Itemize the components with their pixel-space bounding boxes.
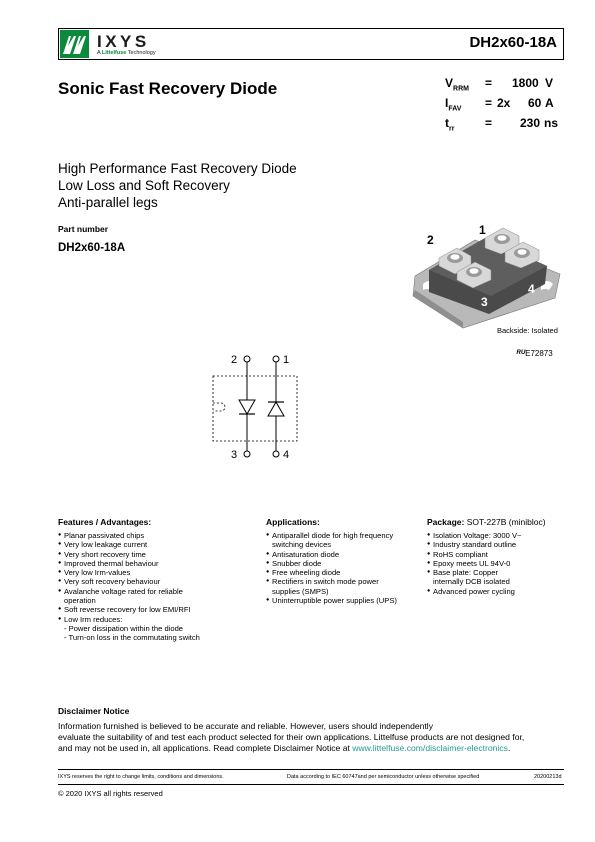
features-section [58, 517, 258, 643]
list-item: internally DCB isolated [433, 577, 510, 587]
ul-certification: ᴿᵁE72873 [516, 348, 553, 358]
package-list [427, 531, 567, 596]
list-item: ● Antisaturation diode [266, 550, 426, 559]
package-title: Package: SOT-227B (minibloc) [427, 517, 546, 527]
list-item: ● Very low leakage current [58, 540, 258, 549]
pin-label: 4 [528, 282, 535, 296]
list-item: ● Very soft recovery behaviour [58, 577, 258, 586]
list-item: ● Improved thermal behaviour [58, 559, 258, 568]
spec-symbol: $V_{RRM}$ [445, 76, 469, 93]
part-number-value: DH2x60-18A [58, 242, 126, 254]
spec-symbol: $t_{rr}$ [445, 116, 455, 133]
spec-value: 1800 [512, 76, 539, 90]
pin-label: 1 [479, 223, 486, 237]
diode-symbol-icon [239, 400, 255, 414]
spec-unit: A [545, 96, 554, 110]
logo-subtitle: A Littelfuse Technology [97, 50, 156, 56]
ul-logo-icon: ᴿᵁ [516, 348, 526, 358]
list-item: ● Isolation Voltage: 3000 V~ [427, 531, 567, 540]
schematic-pin-label: 2 [231, 354, 238, 366]
highlight-line: High Performance Fast Recovery Diode [58, 161, 297, 176]
backside-note: Backside: Isolated [497, 326, 558, 335]
highlights [58, 160, 297, 211]
footer-rule-bottom [58, 784, 564, 785]
list-item: ● Free wheeling diode [266, 568, 426, 577]
list-item: ● Advanced power cycling [427, 587, 567, 596]
list-item: ● Very short recovery time [58, 550, 258, 559]
applications-section [266, 517, 426, 605]
page-title: Sonic Fast Recovery Diode [58, 79, 278, 98]
list-item: switching devices [272, 540, 332, 550]
disclaimer-link[interactable]: www.littelfuse.com/disclaimer-electronics [352, 743, 508, 753]
list-item: ● Base plate: Copper [427, 568, 567, 577]
list-item: ● Antiparallel diode for high frequency [266, 531, 426, 540]
copyright: © 2020 IXYS all rights reserved [58, 789, 163, 798]
highlight-line: Anti-parallel legs [58, 195, 158, 210]
pin-label: 3 [481, 295, 488, 309]
spec-equals: = [485, 116, 493, 130]
footer-left: IXYS reserves the right to change limits, conditions and dimensions. [58, 774, 224, 780]
list-item: ● Soft reverse recovery for low EMI/RFI [58, 605, 258, 614]
list-item: supplies (SMPS) [272, 586, 329, 596]
list-item: ● Uninterruptible power supplies (UPS) [266, 596, 426, 605]
disclaimer-line: and may not be used in, all applications. Read complete Disclaimer Notice at www.littelfuse.com/disclaimer-electronics. [58, 743, 511, 753]
package-illustration [405, 218, 565, 330]
disclaimer-line: evaluate the suitability of and test each product selected for their own applications. Littelfuse products are not designed for, [58, 732, 525, 742]
features-title: Features / Advantages: [58, 517, 152, 527]
spec-multiplier: 2x [497, 96, 511, 110]
list-item: - Power dissipation within the diode [64, 623, 184, 633]
spec-equals: = [485, 76, 493, 90]
applications-list [266, 531, 426, 605]
circuit-schematic [205, 350, 305, 465]
header-part-number: DH2x60-18A [469, 34, 557, 51]
disclaimer-title: Disclaimer Notice [58, 706, 130, 716]
pin-label: 2 [427, 233, 434, 247]
package-section [427, 517, 567, 596]
spec-equals: = [485, 96, 493, 110]
diode-symbol-icon [268, 402, 284, 416]
list-item: ● Very low Irm-values [58, 568, 258, 577]
footer-rule-top [58, 769, 564, 770]
list-item: ● Industry standard outline [427, 540, 567, 549]
list-item: ● RoHS compliant [427, 550, 567, 559]
schematic-pin-label: 3 [231, 449, 238, 461]
list-item: ● Epoxy meets UL 94V-0 [427, 559, 567, 568]
logo-text: IXYS [97, 32, 150, 51]
spec-value: 230 [520, 116, 541, 130]
ixys-logo-icon [60, 30, 89, 58]
applications-title: Applications: [266, 517, 320, 527]
disclaimer-body [58, 721, 568, 754]
spec-unit: ns [544, 116, 559, 130]
highlight-line: Low Loss and Soft Recovery [58, 178, 230, 193]
schematic-pin-label: 1 [283, 354, 290, 366]
part-number-label: Part number [58, 224, 109, 234]
page-header [58, 28, 564, 60]
list-item: ● Low Irm reduces: [58, 615, 258, 624]
footer-right: 20200213d [534, 774, 562, 780]
list-item: ● Planar passivated chips [58, 531, 258, 540]
list-item: ● Snubber diode [266, 559, 426, 568]
spec-unit: V [545, 76, 554, 90]
spec-symbol: $I_{FAV}$ [445, 96, 462, 113]
disclaimer-line: Information furnished is believed to be accurate and reliable. However, users should independently [58, 721, 434, 731]
list-item: - Turn-on loss in the commutating switch [64, 633, 200, 643]
footer-center: Data according to IEC 60747and per semiconductor unless otherwise specified [287, 774, 480, 780]
schematic-pin-label: 4 [283, 449, 290, 461]
list-item: operation [64, 596, 96, 606]
features-list [58, 531, 258, 643]
list-item: ● Avalanche voltage rated for reliable [58, 587, 258, 596]
list-item: ● Rectifiers in switch mode power [266, 577, 426, 586]
spec-value: 60 [528, 96, 542, 110]
